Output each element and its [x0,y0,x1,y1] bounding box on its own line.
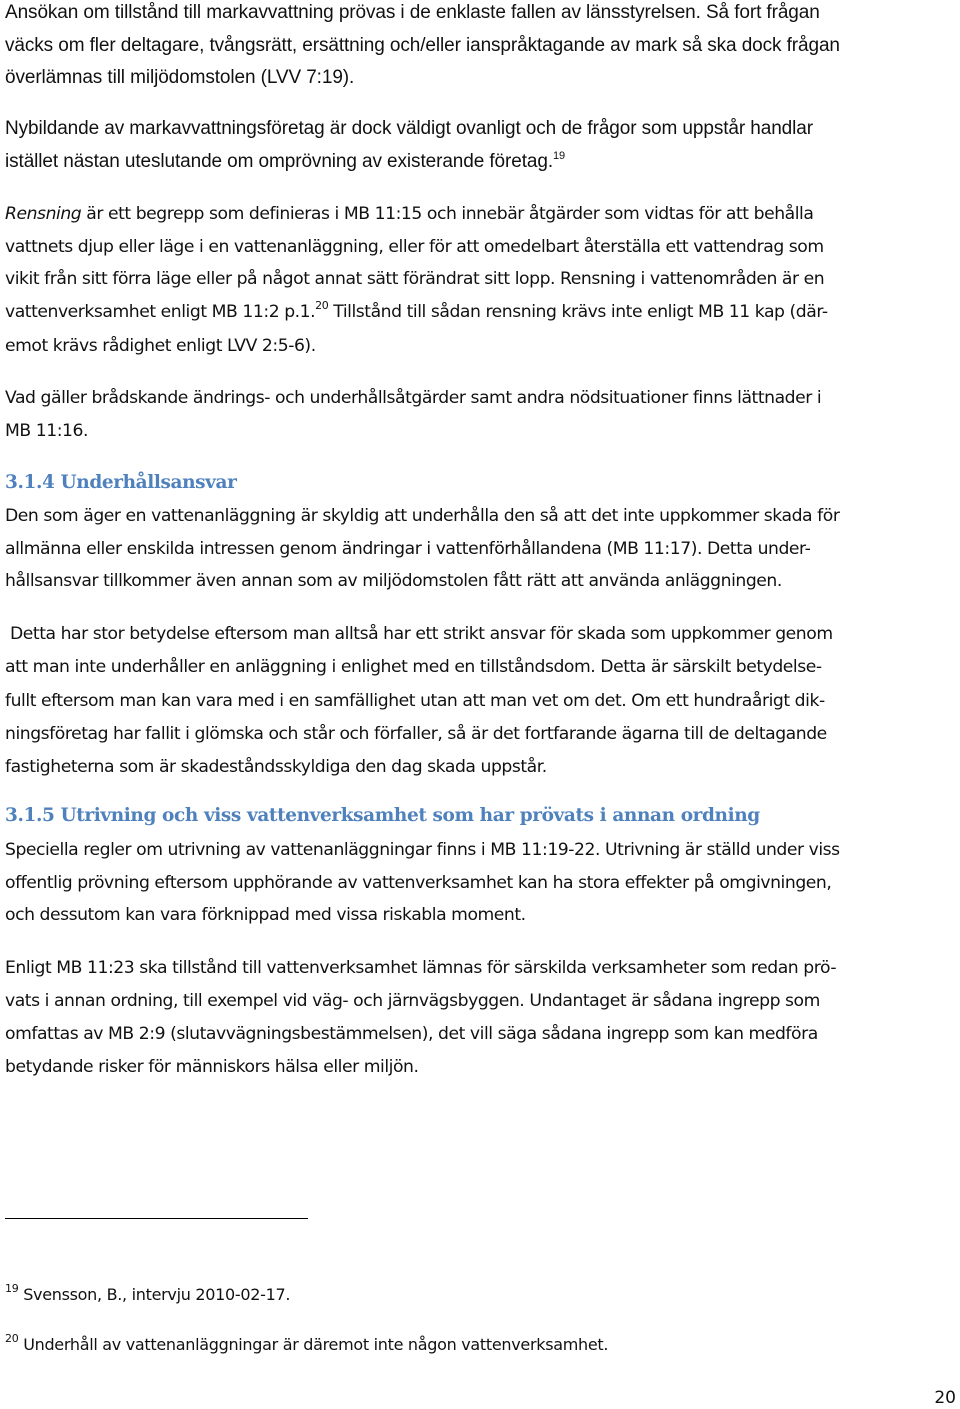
text-line: allmänna eller enskilda intressen genom ändringar i vattenförhållandena (MB 11:17). Detta under- [5,538,811,559]
text-line: att man inte underhåller en anläggning i enlighet med en tillståndsdom. Detta är särskilt betydelse- [5,657,822,678]
text-line: Enligt MB 11:23 ska tillstånd till vattenverksamhet lämnas för särskilda verksamheter som redan prö- [5,958,837,978]
text-line: överlämnas till miljödomstolen (LVV 7:19). [5,67,355,88]
section-heading-3-1-4: 3.1.4 Underhållsansvar [5,472,237,493]
term-rensning: Rensning [5,204,82,224]
text-line: Detta har stor betydelse eftersom man alltså har ett strikt ansvar för skada som uppkommer genom [5,624,833,644]
text-line: fastigheterna som är skadeståndsskyldiga den dag skada uppstår. [5,757,547,778]
footnote-number: 20 [5,1332,19,1345]
paragraph-utrivning [5,834,840,932]
text-line: och dessutom kan vara förknippad med vissa riskabla moment. [5,905,526,925]
text-segment: Tillstånd till sådan rensning krävs inte enligt MB 11 kap (där- [328,301,828,322]
paragraph-mb-11-23 [5,952,836,1084]
footnote-19 [5,1282,291,1304]
paragraph-nybildande [5,112,813,181]
section-heading-3-1-5: 3.1.5 Utrivning och viss vattenverksamhet som har prövats i annan ordning [5,805,760,826]
page-number: 20 [934,1388,956,1408]
paragraph-markavvattning-tillstand [5,0,840,95]
text-line: ningsföretag har fallit i glömska och står och förfaller, så är det fortfarande ägarna till de deltagande [5,723,827,744]
text-line: omfattas av MB 2:9 (slutavvägningsbestämmelsen), det vill säga sådana ingrepp som kan medföra [5,1024,818,1044]
text-segment: är ett begrepp som definieras i MB 11:15 och innebär åtgärder som vidtas för att behålla [81,204,814,224]
text-segment: istället nästan uteslutande om omprövning av existerande företag. [5,151,553,172]
paragraph-bradskande [5,382,821,448]
text-line: fullt eftersom man kan vara med i en samfällighet utan att man vet om det. Om ett hundraårigt dik- [5,690,825,711]
text-line: Vad gäller brådskande ändrings- och underhållsåtgärder samt andra nödsituationer finns lättnader i [5,388,822,408]
footnote-20 [5,1332,609,1354]
footnote-ref-19[interactable]: 19 [553,150,566,162]
text-segment: vattenverksamhet enligt MB 11:2 p.1. [5,301,316,322]
text-line [5,198,828,231]
footnote-separator [5,1218,308,1219]
text-line: Ansökan om tillstånd till markavvattning prövas i de enklaste fallen av länsstyrelsen. Så fort frågan [5,2,820,23]
text-line: betydande risker för människors hälsa eller miljön. [5,1057,419,1077]
text-line: offentlig prövning eftersom upphörande av vattenverksamhet kan ha stora effekter på omgivningen, [5,872,832,893]
text-line: emot krävs rådighet enligt LVV 2:5-6). [5,336,316,357]
text-line [5,145,813,181]
paragraph-strikt-ansvar [5,618,833,784]
text-line: vattnets djup eller läge i en vattenanläggning, eller för att omedelbart återställa ett vattendrag som [5,236,824,257]
footnote-ref-20[interactable]: 20 [315,298,329,312]
text-line: vats i annan ordning, till exempel vid väg- och järnvägsbyggen. Undantaget är sådana ingrepp som [5,991,820,1011]
footnote-number: 19 [5,1282,19,1295]
footnote-text: Underhåll av vattenanläggningar är däremot inte någon vattenverksamhet. [23,1335,609,1354]
text-line: hållsansvar tillkommer även annan som av miljödomstolen fått rätt att använda anläggningen. [5,571,782,591]
paragraph-underhallsansvar [5,500,839,598]
footnote-text: Svensson, B., intervju 2010-02-17. [23,1285,291,1304]
text-line: MB 11:16. [5,421,89,441]
text-line: Den som äger en vattenanläggning är skyldig att underhålla den så att det inte uppkommer skada för [5,506,840,526]
text-line: Nybildande av markavvattningsföretag är dock väldigt ovanligt och de frågor som uppstår handlar [5,118,813,139]
text-line: Speciella regler om utrivning av vattenanläggningar finns i MB 11:19-22. Utrivning är ställd under viss [5,840,840,860]
paragraph-rensning [5,198,828,363]
text-line: vikit från sitt förra läge eller på något annat sätt förändrat sitt lopp. Rensning i vattenområden är en [5,269,825,290]
text-line [5,296,828,331]
text-line: väcks om fler deltagare, tvångsrätt, ersättning och/eller ianspråktagande av mark så ska dock frågan [5,34,840,56]
